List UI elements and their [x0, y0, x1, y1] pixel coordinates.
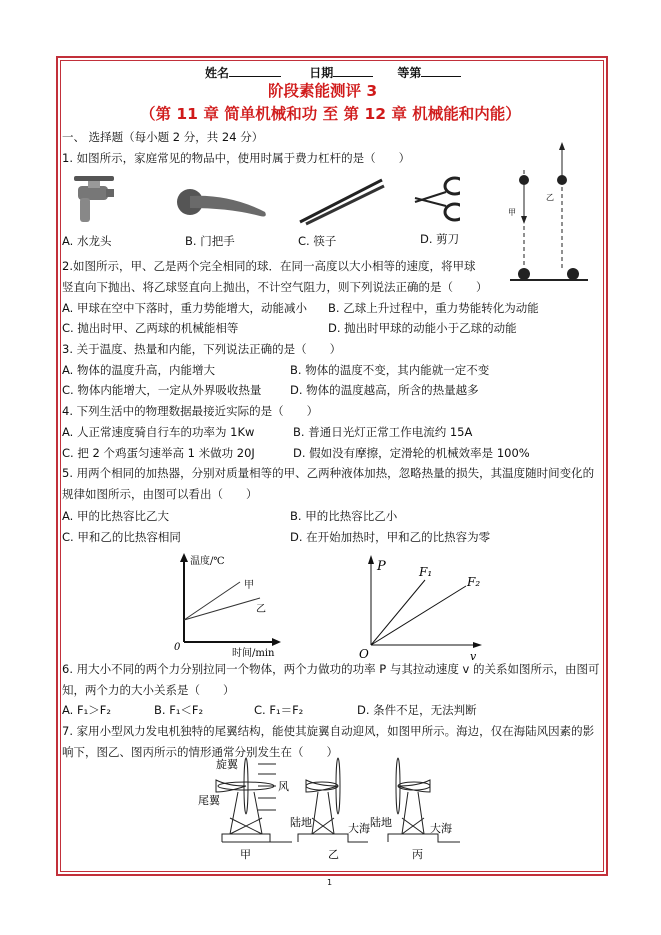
rotor-label: 旋翼	[216, 758, 238, 771]
q1-images	[60, 172, 460, 234]
y-axis-label: P	[377, 559, 386, 574]
ball-a-label: 甲	[508, 208, 516, 217]
page-subtitle: （第 11 章 简单机械和功 至 第 12 章 机械能和内能）	[140, 105, 521, 123]
q2-option-b[interactable]: B. 乙球上升过程中，重力势能转化为动能	[328, 301, 539, 315]
power-velocity-graph	[355, 550, 490, 660]
origin-label: O	[359, 647, 369, 660]
origin-label: 0	[174, 642, 181, 653]
scissors-icon	[415, 178, 460, 220]
q3-option-d[interactable]: D. 物体的温度越高，所含的热量越多	[290, 383, 479, 397]
q7-stem-line1: 7. 家用小型风力发电机独特的尾翼结构，能使其旋翼自动迎风，如图甲所示。海边，仅在海陆风因素的影	[62, 724, 595, 738]
curve-b	[184, 598, 260, 620]
q6-stem-line1: 6. 用大小不同的两个力分别拉同一个物体，两个力做功的功率 P 与其拉动速度 v 的关系如图所示，由图可	[62, 662, 600, 676]
q2-option-a[interactable]: A. 甲球在空中下落时，重力势能增大，动能减小	[62, 301, 307, 315]
q2-option-d[interactable]: D. 抛出时甲球的动能小于乙球的动能	[328, 321, 517, 335]
q1-option-d[interactable]: D. 剪刀	[420, 232, 460, 246]
figure-b-caption: 乙	[328, 848, 339, 860]
q4-option-c[interactable]: C. 把 2 个鸡蛋匀速举高 1 米做功 20J	[62, 446, 255, 460]
q3-stem: 3. 关于温度、热量和内能，下列说法正确的是（ ）	[62, 342, 342, 356]
q1-stem: 1. 如图所示，家庭常见的物品中，使用时属于费力杠杆的是（ ）	[62, 151, 411, 165]
q7-stem-line2: 响下，图乙、图丙所示的情形通常分别发生在（ ）	[62, 745, 338, 759]
q2-stem-line1: 2.如图所示，甲、乙是两个完全相同的球．在同一高度以大小相等的速度，将甲球	[62, 259, 476, 273]
x-axis-label: v	[470, 650, 477, 660]
date-blank[interactable]	[333, 64, 373, 77]
q5-stem-line1: 5. 用两个相同的加热器，分别对质量相等的甲、乙两种液体加热，忽略热量的损失，其温度随时间变化的	[62, 466, 595, 480]
sea-label-c: 大海	[430, 822, 452, 835]
figure-a-caption: 甲	[240, 848, 251, 860]
q5-option-b[interactable]: B. 甲的比热容比乙小	[290, 509, 398, 523]
f2-label: F₂	[467, 575, 481, 589]
f1-label: F₁	[419, 565, 433, 579]
page-number: 1	[327, 878, 333, 887]
q2-figure	[506, 140, 591, 285]
q3-option-c[interactable]: C. 物体内能增大，一定从外界吸收热量	[62, 383, 262, 397]
date-label: 日期	[309, 66, 334, 80]
x-axis-label: 时间/min	[232, 648, 275, 659]
door-handle-icon	[177, 189, 266, 217]
q6-option-d[interactable]: D. 条件不足，无法判断	[357, 703, 477, 717]
faucet-icon	[74, 176, 114, 222]
q2-stem-line2: 竖直向下抛出、将乙球竖直向上抛出，不计空气阻力，则下列说法正确的是（ ）	[62, 280, 488, 294]
q4-option-d[interactable]: D. 假如没有摩擦，定滑轮的机械效率是 100%	[293, 446, 530, 460]
land-label-b: 陆地	[290, 816, 312, 829]
name-blank[interactable]	[229, 64, 281, 77]
q4-stem: 4. 下列生活中的物理数据最接近实际的是（ ）	[62, 404, 319, 418]
q5-option-d[interactable]: D. 在开始加热时，甲和乙的比热容为零	[290, 530, 491, 544]
series-b-label: 乙	[256, 604, 266, 615]
q3-option-b[interactable]: B. 物体的温度不变，其内能就一定不变	[290, 363, 490, 377]
figure-c-caption: 丙	[412, 848, 423, 860]
q5-option-c[interactable]: C. 甲和乙的比热容相同	[62, 530, 181, 544]
sea-label-b: 大海	[348, 822, 370, 835]
q1-option-b[interactable]: B. 门把手	[185, 234, 235, 248]
grade-label: 等第	[397, 66, 422, 80]
q4-option-b[interactable]: B. 普通日光灯正常工作电流约 15A	[293, 425, 473, 439]
curve-a	[184, 582, 240, 620]
wind-turbine-figure	[198, 752, 470, 860]
section-heading: 一、 选择题（每小题 2 分，共 24 分）	[62, 130, 264, 144]
series-a-label: 甲	[244, 580, 254, 591]
land-label-c: 陆地	[370, 816, 392, 829]
grade-blank[interactable]	[421, 64, 461, 77]
q1-option-c[interactable]: C. 筷子	[298, 234, 337, 248]
y-axis-label: 温度/℃	[190, 556, 225, 567]
line-f1	[371, 580, 425, 645]
q2-option-c[interactable]: C. 抛出时甲、乙两球的机械能相等	[62, 321, 239, 335]
q6-option-c[interactable]: C. F₁＝F₂	[254, 703, 304, 717]
wind-label: 风	[278, 780, 289, 793]
chopsticks-icon	[300, 180, 384, 224]
q6-stem-line2: 知，两个力的大小关系是（ ）	[62, 683, 235, 697]
tail-label: 尾翼	[198, 794, 220, 807]
q1-option-a[interactable]: A. 水龙头	[62, 234, 112, 248]
line-f2	[371, 586, 466, 645]
q5-option-a[interactable]: A. 甲的比热容比乙大	[62, 509, 169, 523]
ball-b-label: 乙	[546, 193, 554, 202]
q5-stem-line2: 规律如图所示，由图可以看出（ ）	[62, 487, 258, 501]
q3-option-a[interactable]: A. 物体的温度升高，内能增大	[62, 363, 215, 377]
student-info-line	[205, 64, 461, 81]
q6-option-b[interactable]: B. F₁＜F₂	[154, 703, 204, 717]
page-title: 阶段素能测评 3	[268, 82, 378, 100]
q4-option-a[interactable]: A. 人正常速度骑自行车的功率为 1Kw	[62, 425, 255, 439]
name-label: 姓名	[205, 66, 230, 80]
q6-option-a[interactable]: A. F₁＞F₂	[62, 703, 111, 717]
temperature-time-graph	[170, 550, 290, 660]
